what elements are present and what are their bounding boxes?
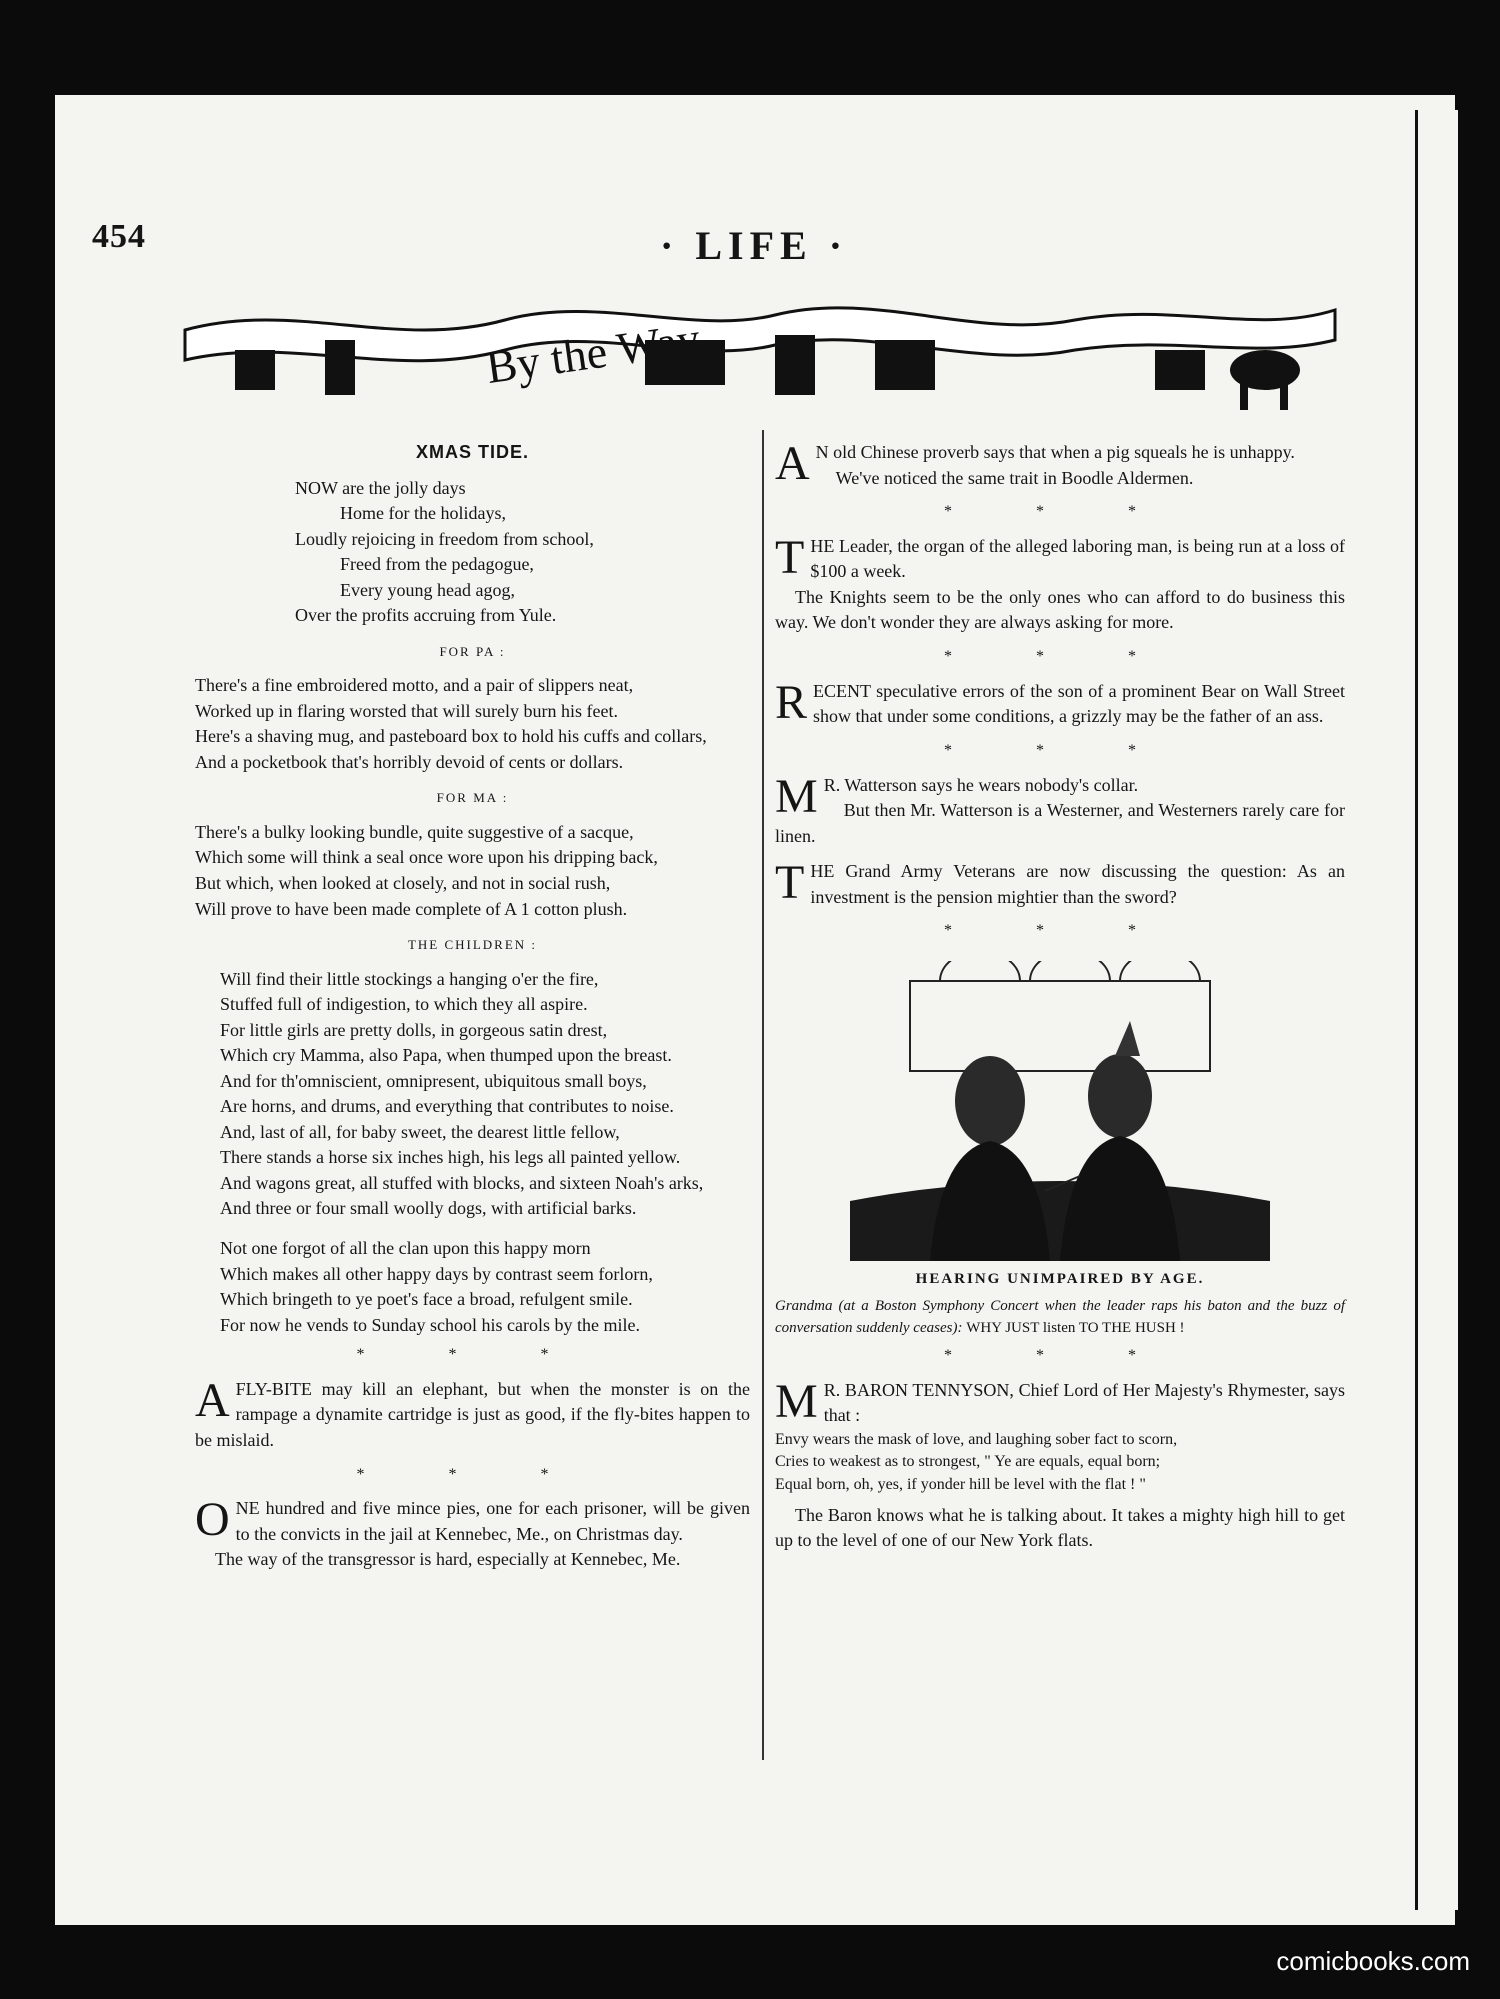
illustration-caption: HEARING UNIMPAIRED BY AGE. [915, 1270, 1205, 1287]
poem-line: For now he vends to Sunday school his carols by the mile. [220, 1314, 640, 1335]
section-separator: * * * [356, 1346, 589, 1364]
left-column [195, 440, 750, 1583]
section-heading: THE CHILDREN : [407, 937, 538, 953]
paragraph-text: HE Grand Army Veterans are now discussing the question: As an investment is the pension mightier than the sword? [810, 861, 1345, 907]
paragraph-text: The Knights seem to be the only ones who can afford to do business this way. We don't wonder they are always asking for more. [775, 586, 1345, 633]
stanza-pa [195, 673, 750, 775]
subcaption-italic: Grandma (at a Boston Symphony Concert when the leader raps his baton and the buzz of conversation suddenly ceases): [775, 1298, 1345, 1336]
poem-line: Stuffed full of indigestion, to which they all aspire. [220, 994, 588, 1015]
poem-line: Which makes all other happy days by contrast seem forlorn, [220, 1263, 653, 1284]
paragraph-text: R. BARON TENNYSON, Chief Lord of Her Majesty's Rhymester, says that : [823, 1379, 1345, 1426]
stanza-closing [195, 1236, 750, 1338]
poem-line: For little girls are pretty dolls, in gorgeous satin drest, [220, 1019, 608, 1040]
paragraph-recent [775, 675, 1345, 730]
drop-cap: A [195, 1373, 230, 1427]
watermark: comicbooks.com [1276, 1946, 1470, 1976]
page-number: 454 [92, 218, 146, 255]
stanza-ma [195, 820, 750, 922]
poem-line: Over the profits accruing from Yule. [295, 605, 557, 626]
section-separator: * * * [944, 1346, 1176, 1364]
paragraph-watterson [775, 769, 1345, 850]
paragraph-text: But then Mr. Watterson is a Westerner, and Westerners rarely care for linen. [775, 800, 1345, 846]
column-divider [762, 430, 764, 1760]
paragraph-text: R. Watterson says he wears nobody's collar. [823, 774, 1139, 795]
paragraph-leader [775, 530, 1345, 636]
poem-line: Home for the holidays, [340, 503, 506, 524]
poem-line: Loudly rejoicing in freedom from school, [295, 528, 594, 549]
poem-line: Which cry Mamma, also Papa, when thumped upon the breast. [220, 1045, 672, 1066]
paragraph-text: We've noticed the same trait in Boodle Aldermen. [835, 467, 1194, 488]
paragraph-text: FLY-BITE may kill an elephant, but when the monster is on the rampage a dynamite cartridge is just as good, if the fly-bites happen to be mislaid. [195, 1378, 750, 1451]
poem-line: NOW are the jolly days [295, 477, 466, 498]
poem-line: Freed from the pedagogue, [340, 554, 534, 575]
poem-line: And three or four small woolly dogs, with artificial barks. [220, 1198, 637, 1219]
paragraph-text: N old Chinese proverb says that when a pig squeals he is unhappy. [815, 442, 1295, 462]
section-separator: * * * [944, 922, 1176, 940]
paragraph-mince-pies [195, 1493, 750, 1573]
section-heading: FOR MA : [436, 790, 509, 806]
poem-line: Here's a shaving mug, and pasteboard box to hold his cuffs and collars, [195, 726, 707, 747]
poem-line: Worked up in flaring worsted that will surely burn his feet. [195, 700, 618, 721]
verse-line: Equal born, oh, yes, if yonder hill be level with the flat ! " [775, 1476, 1146, 1494]
section-heading: FOR PA : [439, 643, 506, 659]
paragraph-text: The way of the transgressor is hard, especially at Kennebec, Me. [215, 1549, 681, 1570]
section-separator: * * * [944, 648, 1176, 665]
paragraph-text: ECENT speculative errors of the son of a prominent Bear on Wall Street show that under some conditions, a grizzly may be the father of an ass. [813, 680, 1345, 727]
poem-line: And a pocketbook that's horribly devoid of cents or dollars. [195, 751, 624, 772]
right-column [775, 437, 1345, 1564]
paragraph-text: HE Leader, the organ of the alleged laboring man, is being run at a loss of $100 a week. [810, 535, 1345, 582]
poem-line: And for th'omniscient, omnipresent, ubiquitous small boys, [220, 1070, 647, 1091]
poem-line: There's a bulky looking bundle, quite suggestive of a sacque, [195, 821, 634, 842]
poem-intro [195, 476, 750, 629]
poem-line: But which, when looked at closely, and not in social rush, [195, 873, 611, 894]
drop-cap: T [775, 530, 805, 584]
illustration-subcaption [775, 1296, 1345, 1339]
stanza-children [195, 967, 750, 1222]
drop-cap: R [775, 675, 808, 729]
concert-illustration [850, 961, 1270, 1261]
drop-cap: A [775, 437, 810, 490]
poem-line: Will find their little stockings a hanging o'er the fire, [220, 968, 599, 989]
drop-cap: T [775, 856, 805, 910]
paragraph-fly-bite [195, 1373, 750, 1454]
section-separator: * * * [356, 1465, 589, 1483]
poem-line: And, last of all, for baby sweet, the dearest little fellow, [220, 1121, 620, 1142]
poem-line: There stands a horse six inches high, his legs all painted yellow. [220, 1147, 681, 1168]
masthead: · LIFE · [660, 223, 849, 268]
poem-line: Will prove to have been made complete of A 1 cotton plush. [195, 898, 628, 919]
drop-cap: O [195, 1493, 230, 1547]
poem-line: There's a fine embroidered motto, and a pair of slippers neat, [195, 675, 634, 696]
paragraph-grand-army [775, 856, 1345, 910]
poem-line: Not one forgot of all the clan upon this happy morn [220, 1238, 591, 1259]
paragraph-chinese-proverb [775, 437, 1345, 491]
poem-line: Are horns, and drums, and everything that contributes to noise. [220, 1096, 674, 1117]
poem-line: Which some will think a seal once wore upon his dripping back, [195, 847, 658, 868]
paragraph-text: The Baron knows what he is talking about. It takes a mighty high hill to get up to the level of one of our New York flats. [775, 1504, 1345, 1551]
verse-line: Cries to weakest as to strongest, " Ye are equals, equal born; [775, 1453, 1161, 1471]
subcaption-speech: WHY JUST listen TO THE HUSH ! [966, 1319, 1185, 1336]
drop-cap: M [775, 1374, 818, 1428]
poem-line: And wagons great, all stuffed with blocks, and sixteen Noah's arks, [220, 1172, 704, 1193]
poem-line: Every young head agog, [340, 579, 515, 600]
paragraph-text: NE hundred and five mince pies, one for each prisoner, will be given to the convicts in the jail at Kennebec, Me., on Christmas day. [235, 1498, 750, 1544]
section-separator: * * * [944, 503, 1176, 521]
banner-caption: By the Way [482, 312, 704, 394]
adjacent-page-edge [1415, 110, 1458, 1910]
poem-line: Which bringeth to ye poet's face a broad, refulgent smile. [220, 1289, 633, 1310]
section-separator: * * * [944, 741, 1176, 759]
by-the-way-banner-illustration [175, 280, 1345, 425]
paragraph-tennyson [775, 1374, 1345, 1554]
verse-line: Envy wears the mask of love, and laughing sober fact to scorn, [775, 1430, 1178, 1448]
poem-title: XMAS TIDE. [415, 442, 529, 462]
drop-cap: M [775, 769, 818, 823]
